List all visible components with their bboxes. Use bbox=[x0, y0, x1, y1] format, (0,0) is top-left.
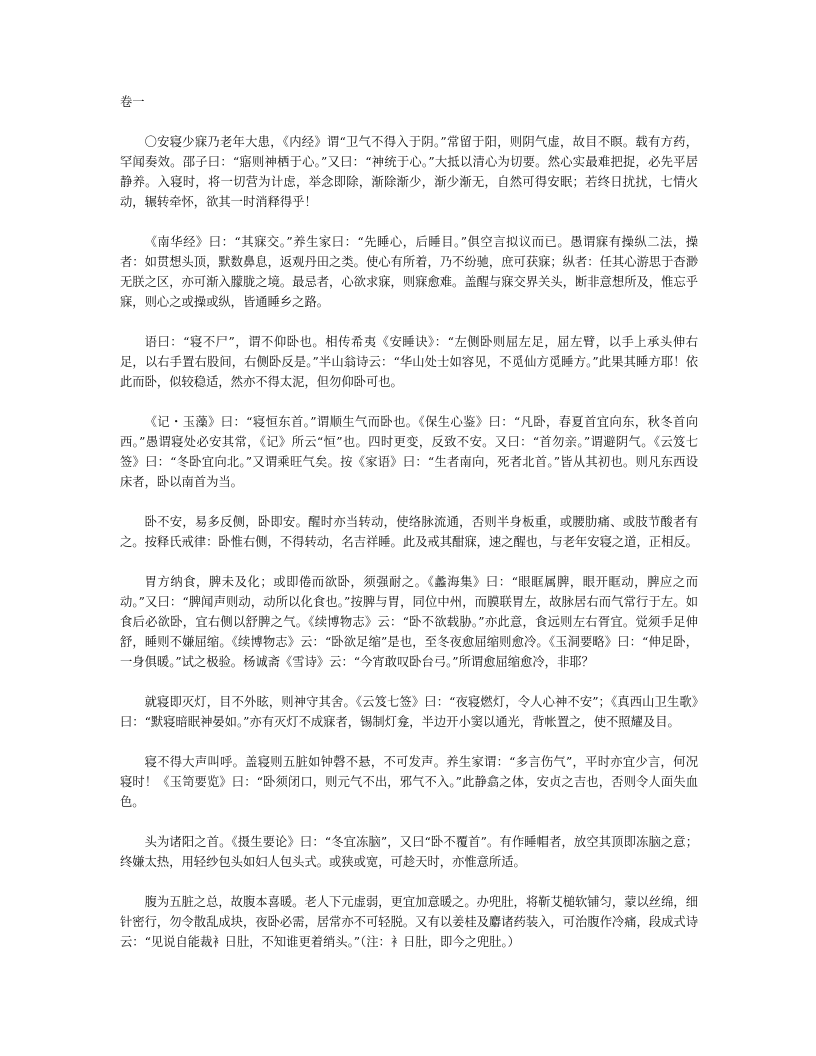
paragraph-insomnia: 〇安寝少寐乃老年大患，《内经》谓“卫气不得入于阴。”常留于阳，则阴气虚，故目不瞑。载有方药，罕闻奏效。邵子曰：“寤则神栖于心。”又曰：“神统于心。”大抵以清心为切要。然心实最难把捉，必先平居静养。入寝时，将一切营为计虑，举念即除，渐除渐少，渐少渐无，自然可得安眠；若终日扰扰，七情火动，辗转牵怀，欲其一时消释得乎！ bbox=[120, 135, 698, 209]
paragraph-head: 头为诸阳之首。《摄生要论》曰：“冬宜冻脑”，又曰“卧不覆首”。有作睡帽者，放空其顶即冻脑之意；终嫌太热，用轻纱包头如妇人包头式。或狭或宽，可趁天时，亦惟意所适。 bbox=[120, 835, 698, 869]
paragraph-turning: 卧不安，易多反侧，卧即安。醒时亦当转动，使络脉流通，否则半身板重，或腰肋痛、或肢节酸者有之。按释氏戒律：卧惟右侧，不得转动，名吉祥睡。此及戒其酣寐，速之醒也，与老年安寝之道，正相反。 bbox=[120, 515, 698, 549]
paragraph-nanhuajing: 《南华经》曰：“其寐交。”养生家曰：“先睡心，后睡目。”俱空言拟议而已。愚谓寐有操纵二法，操者：如贯想头顶，默数鼻息，返观丹田之类。使心有所着，乃不纷驰，庶可获寐；纵者：任其心游思于杳渺无朕之区，亦可渐入朦胧之境。最忌者，心欲求寐，则寐愈难。盖醒与寐交界关头，断非意想所及，惟忘乎寐，则心之或操或纵，皆通睡乡之路。 bbox=[120, 235, 698, 309]
paragraph-abdomen: 腹为五脏之总，故腹本喜暖。老人下元虚弱，更宜加意暖之。办兜肚，将靳艾槌软铺匀，蒙以丝绵，细针密行，勿令散乱成块，夜卧必需，居常亦不可轻脱。又有以姜桂及麝诸药装入，可治腹作冷痛，段成式诗云：“见说自能裁衤日肚，不知谁更着绡头。”（注：衤日肚，即今之兜肚。） bbox=[120, 895, 698, 949]
paragraph-after-meal: 胃方纳食，脾未及化；或即倦而欲卧，须强耐之。《蠡海集》曰：“眼眶属脾，眼开眶动，脾应之而动。”又曰：“脾闻声则动，动所以化食也。”按脾与胃，同位中州，而膜联胃左，故脉居右而气常行于左。如食后必欲卧，宜右侧以舒脾之气。《续博物志》云：“卧不欲载胁。”亦此意，食远则左右胥宜。觉须手足伸舒，睡则不嫌屈缩。《续博物志》云：“卧欲足缩”是也，至冬夜愈屈缩则愈冷。《玉洞要略》曰：“伸足卧，一身俱暖。”试之极验。杨诚斋《雪诗》云：“今宵敢叹卧台弓。”所谓愈屈缩愈冷，非耶？ bbox=[120, 575, 698, 669]
paragraph-silence: 寝不得大声叫呼。盖寝则五脏如钟磬不悬，不可发声。养生家谓：“多言伤气”，平时亦宜少言，何况寝时！《玉笥要览》曰：“卧须闭口，则元气不出，邪气不入。”此静翕之体，安贞之吉也，否则令人面失血色。 bbox=[120, 755, 698, 809]
document-page bbox=[120, 92, 698, 952]
paragraph-sleep-posture: 语曰：“寝不尸”，谓不仰卧也。相传希夷《安睡诀》：“左侧卧则屈左足，屈左臂，以手上承头伸右足，以右手置右股间，右侧卧反是。”半山翁诗云：“华山处士如容见，不觅仙方觅睡方。”此果其睡方耶！依此而卧，似较稳适，然亦不得太泥，但勿仰卧可也。 bbox=[120, 335, 698, 389]
paragraph-head-direction: 《记・玉藻》曰：“寝恒东首。”谓顺生气而卧也。《保生心鉴》曰：“凡卧，春夏首宜向东，秋冬首向西。”愚谓寝处必安其常，《记》所云“恒”也。四时更变，反致不安。又曰：“首勿亲。”谓避阴气。《云笈七签》曰：“冬卧宜向北。”又谓乘旺气矣。按《家语》曰：“生者南向，死者北首。”皆从其初也。则凡东西设床者，卧以南首为当。 bbox=[120, 415, 698, 489]
paragraph-lamp: 就寝即灭灯，目不外眩，则神守其舍。《云笈七签》曰：“夜寝燃灯，令人心神不安”；《真西山卫生歌》曰：“默寝暗眠神晏如。”亦有灭灯不成寐者，锡制灯龛，半边开小窦以通光，背帐置之，使不照耀及目。 bbox=[120, 695, 698, 729]
chapter-heading: 卷一 bbox=[120, 95, 145, 109]
